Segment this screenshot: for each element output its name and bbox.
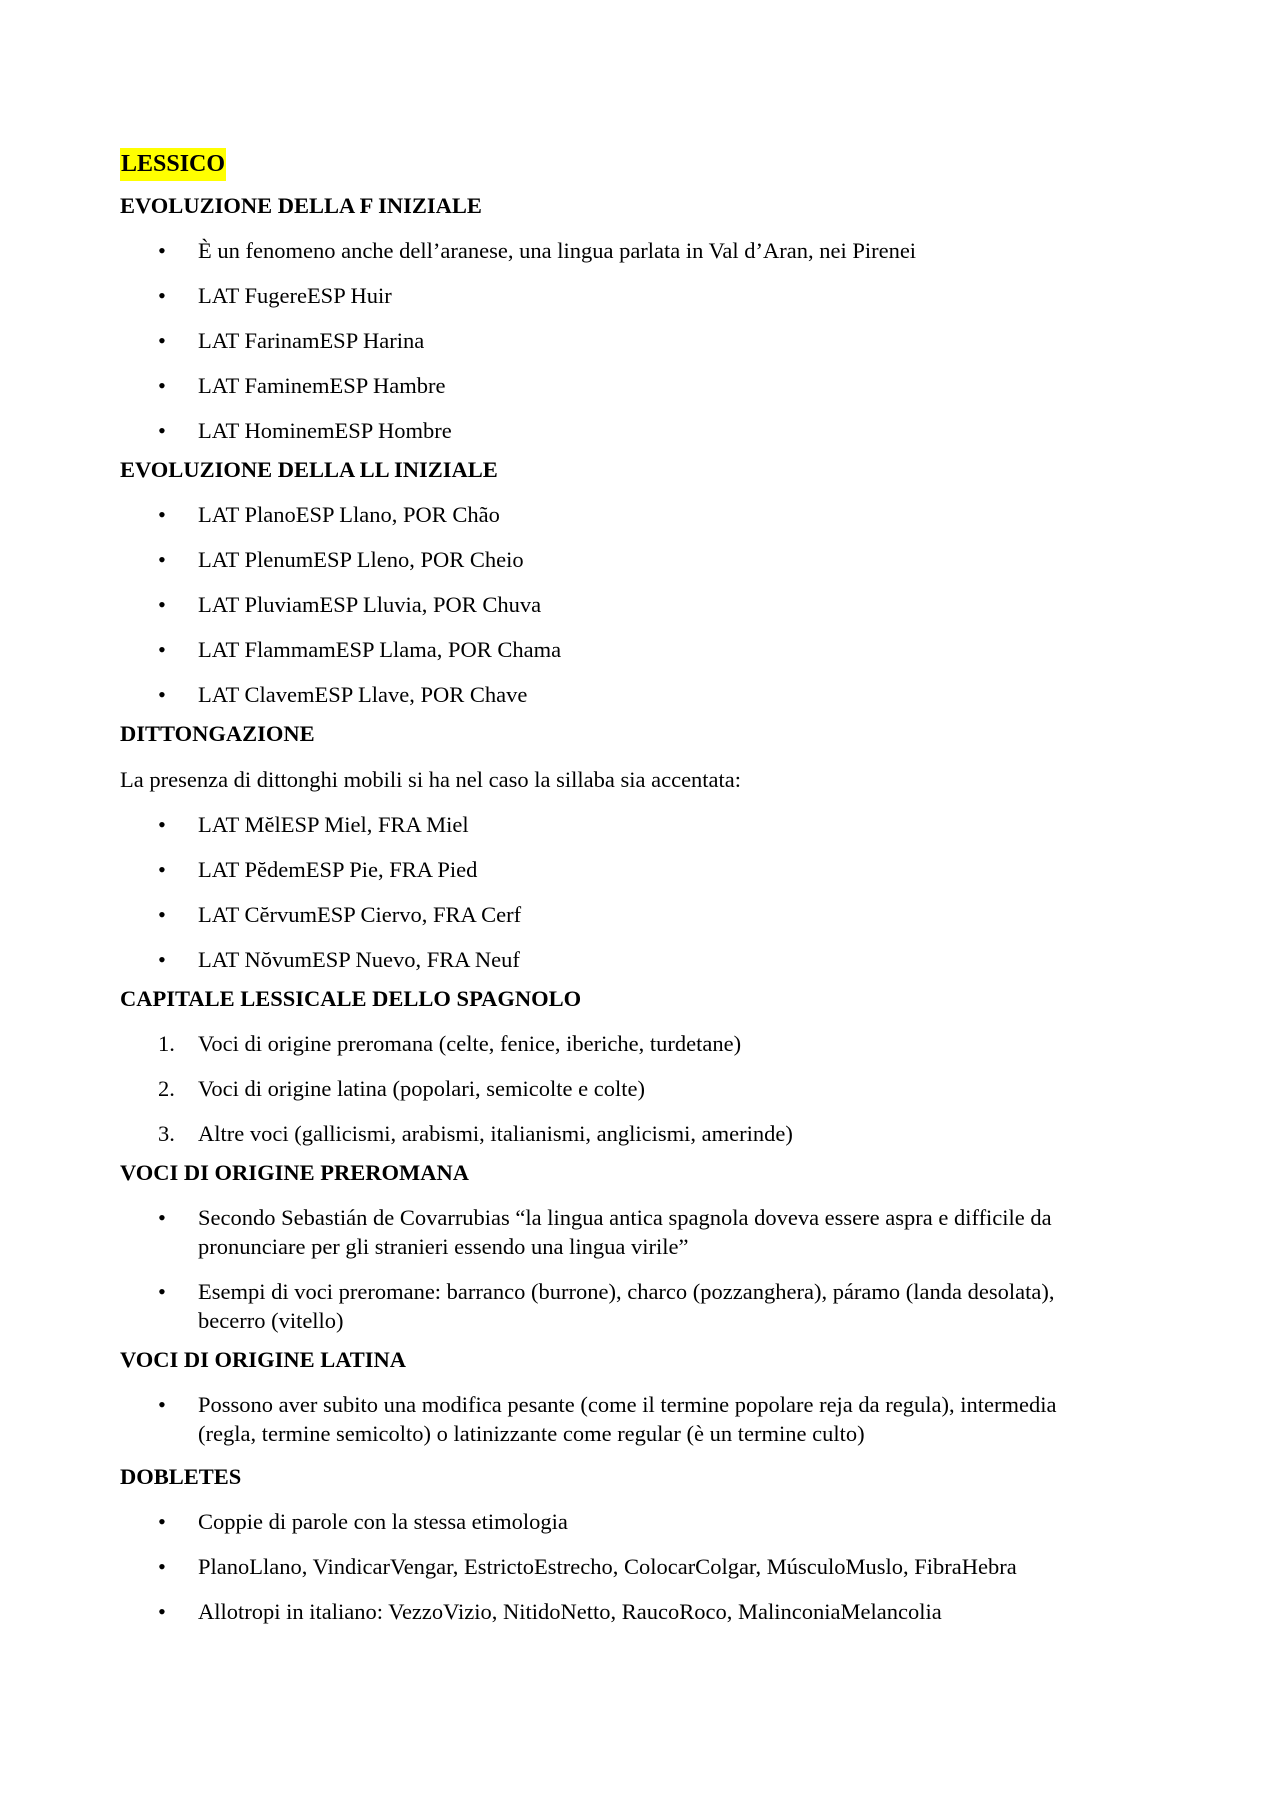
list-item-text: LAT FugereESP Huir — [198, 283, 392, 308]
list-number: 1. — [158, 1031, 175, 1056]
bullet-icon: • — [158, 1509, 166, 1534]
list-item-text: Altre voci (gallicismi, arabismi, italianismi, anglicismi, amerinde) — [198, 1121, 793, 1146]
section-heading: VOCI DI ORIGINE PREROMANA — [120, 1160, 469, 1185]
bullet-list — [120, 236, 1120, 445]
bullet-icon: • — [158, 1279, 166, 1304]
list-item-text: LAT PlanoESP Llano, POR Chão — [198, 502, 500, 527]
bullet-icon: • — [158, 682, 166, 707]
list-number: 3. — [158, 1121, 175, 1146]
list-item-text: Esempi di voci preromane: barranco (burrone), charco (pozzanghera), páramo (landa desolata), becerro (vitello) — [198, 1279, 1055, 1333]
section-heading: DITTONGAZIONE — [120, 721, 315, 746]
list-item — [120, 680, 1120, 709]
bullet-icon: • — [158, 1599, 166, 1624]
bullet-icon: • — [158, 857, 166, 882]
list-item — [120, 371, 1120, 400]
list-item-text: LAT FlammamESP Llama, POR Chama — [198, 637, 562, 662]
list-item — [120, 855, 1120, 884]
list-item — [120, 1277, 1120, 1335]
bullet-icon: • — [158, 812, 166, 837]
bullet-icon: • — [158, 902, 166, 927]
section-voci-latine — [120, 1345, 1120, 1448]
section-ll-iniziale — [120, 455, 1120, 709]
list-item — [120, 281, 1120, 310]
bullet-list — [120, 500, 1120, 709]
bullet-icon: • — [158, 1205, 166, 1230]
list-item-text: Allotropi in italiano: VezzoVizio, NitidoNetto, RaucoRoco, MalinconiaMelancolia — [198, 1599, 942, 1624]
list-item — [120, 1552, 1120, 1581]
document-page — [120, 148, 1120, 1642]
list-item-text: Secondo Sebastián de Covarrubias “la lingua antica spagnola doveva essere aspra e difficile da pronunciare per gli stranieri essendo una lingua virile” — [198, 1205, 1052, 1259]
list-item — [120, 590, 1120, 619]
bullet-icon: • — [158, 373, 166, 398]
bullet-icon: • — [158, 238, 166, 263]
list-item — [120, 545, 1120, 574]
bullet-list — [120, 1390, 1120, 1448]
list-item — [120, 1074, 1120, 1103]
section-intro: La presenza di dittonghi mobili si ha nel caso la sillaba sia accentata: — [120, 767, 742, 792]
list-item-text: LAT NŏvumESP Nuevo, FRA Neuf — [198, 947, 520, 972]
list-item — [120, 810, 1120, 839]
bullet-icon: • — [158, 947, 166, 972]
list-item-text: LAT FarinamESP Harina — [198, 328, 425, 353]
list-item — [120, 236, 1120, 265]
list-item — [120, 635, 1120, 664]
list-item-text: PlanoLlano, VindicarVengar, EstrictoEstrecho, ColocarColgar, MúsculoMuslo, FibraHebra — [198, 1554, 1017, 1579]
list-item — [120, 1597, 1120, 1626]
list-item-text: Coppie di parole con la stessa etimologia — [198, 1509, 568, 1534]
list-item-text: LAT ClavemESP Llave, POR Chave — [198, 682, 528, 707]
list-item-text: LAT HominemESP Hombre — [198, 418, 452, 443]
bullet-list — [120, 1507, 1120, 1626]
bullet-icon: • — [158, 328, 166, 353]
list-item — [120, 945, 1120, 974]
bullet-icon: • — [158, 637, 166, 662]
bullet-icon: • — [158, 283, 166, 308]
list-item-text: Possono aver subito una modifica pesante (come il termine popolare reja da regula), intermedia (regla, termine semicolto) o latinizzante come regular (è un termine culto) — [198, 1392, 1057, 1446]
document-title: LESSICO — [120, 148, 226, 181]
bullet-icon: • — [158, 592, 166, 617]
list-item-text: LAT CĕrvumESP Ciervo, FRA Cerf — [198, 902, 522, 927]
list-item-text: LAT PlenumESP Lleno, POR Cheio — [198, 547, 524, 572]
list-number: 2. — [158, 1076, 175, 1101]
list-item — [120, 1390, 1120, 1448]
list-item — [120, 1507, 1120, 1536]
section-capitale-lessicale — [120, 984, 1120, 1148]
list-item — [120, 416, 1120, 445]
list-item-text: È un fenomeno anche dell’aranese, una lingua parlata in Val d’Aran, nei Pirenei — [198, 238, 917, 263]
list-item — [120, 900, 1120, 929]
section-voci-preromane — [120, 1158, 1120, 1335]
section-heading: VOCI DI ORIGINE LATINA — [120, 1347, 407, 1372]
list-item — [120, 1029, 1120, 1058]
bullet-icon: • — [158, 547, 166, 572]
list-item-text: LAT PĕdemESP Pie, FRA Pied — [198, 857, 478, 882]
section-dittongazione — [120, 719, 1120, 974]
list-item-text: Voci di origine latina (popolari, semicolte e colte) — [198, 1076, 645, 1101]
list-item-text: LAT MĕlESP Miel, FRA Miel — [198, 812, 469, 837]
title-wrap — [120, 148, 1120, 181]
list-item — [120, 1119, 1120, 1148]
list-item — [120, 326, 1120, 355]
section-heading: DOBLETES — [120, 1464, 242, 1489]
section-dobletes — [120, 1462, 1120, 1626]
bullet-icon: • — [158, 1392, 166, 1417]
list-item-text: Voci di origine preromana (celte, fenice, iberiche, turdetane) — [198, 1031, 742, 1056]
bullet-list — [120, 1203, 1120, 1335]
numbered-list — [120, 1029, 1120, 1148]
bullet-icon: • — [158, 1554, 166, 1579]
section-heading: EVOLUZIONE DELLA LL INIZIALE — [120, 457, 498, 482]
bullet-list — [120, 810, 1120, 974]
list-item — [120, 1203, 1120, 1261]
section-f-iniziale — [120, 191, 1120, 445]
list-item-text: LAT FaminemESP Hambre — [198, 373, 446, 398]
list-item-text: LAT PluviamESP Lluvia, POR Chuva — [198, 592, 542, 617]
section-heading: EVOLUZIONE DELLA F INIZIALE — [120, 193, 482, 218]
bullet-icon: • — [158, 502, 166, 527]
list-item — [120, 500, 1120, 529]
bullet-icon: • — [158, 418, 166, 443]
section-heading: CAPITALE LESSICALE DELLO SPAGNOLO — [120, 986, 582, 1011]
